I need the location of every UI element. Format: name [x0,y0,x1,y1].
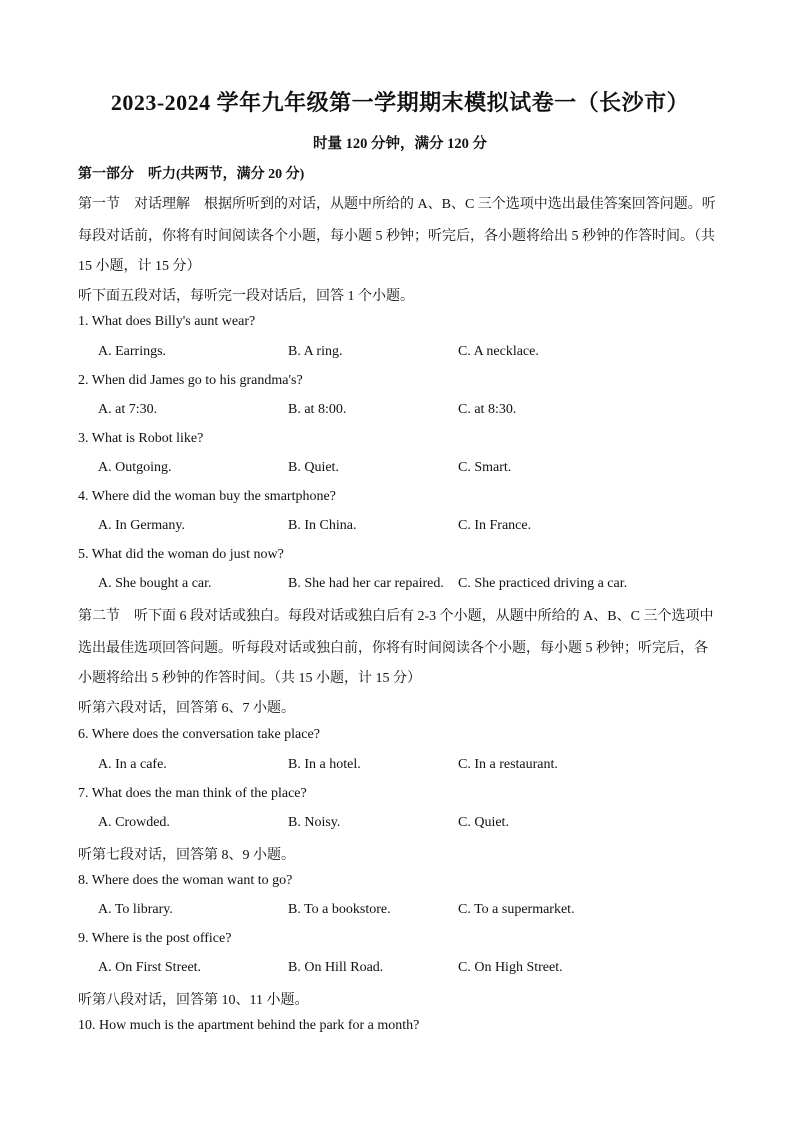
option-a: A. On First Street. [98,960,202,975]
option-c: C. Quiet. [458,815,509,830]
option-c: C. In France. [458,518,532,533]
option-b: B. A ring. [288,344,343,359]
part-heading: 第一部分 听力(共两节，满分 20 分) [78,167,305,182]
option-b: B. In China. [288,518,357,533]
question-text: 5. What did the woman do just now? [78,547,284,562]
section-instruction: 15 小题，计 15 分） [78,259,201,274]
option-b: B. Quiet. [288,460,339,475]
option-c: C. A necklace. [458,344,539,359]
option-a: A. Crowded. [98,815,170,830]
option-c: C. To a supermarket. [458,902,575,917]
question-text: 1. What does Billy's aunt wear? [78,314,256,329]
question-text: 7. What does the man think of the place? [78,786,307,801]
page-subtitle: 时量 120 分钟，满分 120 分 [313,136,487,152]
option-a: A. Earrings. [98,344,167,359]
option-c: C. at 8:30. [458,402,517,417]
listening-instruction: 听第八段对话，回答第 10、11 小题。 [78,993,309,1008]
option-a: A. In Germany. [98,518,185,533]
option-b: B. Noisy. [288,815,341,830]
option-b: B. To a bookstore. [288,902,391,917]
listening-instruction: 听下面五段对话，每听完一段对话后，回答 1 个小题。 [78,289,414,304]
option-a: A. In a cafe. [98,757,167,772]
section-instruction: 第一节 对话理解 根据所听到的对话，从题中所给的 A、B、C 三个选项中选出最佳答案回答问题。听 [78,197,716,212]
option-b: B. On Hill Road. [288,960,384,975]
option-a: A. To library. [98,902,173,917]
option-a: A. She bought a car. [98,576,212,591]
section-instruction: 每段对话前，你将有时间阅读各个小题，每小题 5 秒钟；听完后，各小题将给出 5 秒钟的作答时间。（共 [78,229,715,244]
option-c: C. In a restaurant. [458,757,558,772]
option-b: B. She had her car repaired. [288,576,444,591]
listening-instruction: 听第七段对话，回答第 8、9 小题。 [78,848,295,863]
option-a: A. at 7:30. [98,402,158,417]
section-instruction: 小题将给出 5 秒钟的作答时间。（共 15 小题，计 15 分） [78,671,421,686]
section-instruction: 选出最佳选项回答问题。听每段对话或独白前，你将有时间阅读各个小题，每小题 5 秒钟；听完后，各 [78,641,708,656]
option-b: B. In a hotel. [288,757,361,772]
question-text: 6. Where does the conversation take place? [78,727,320,742]
question-text: 10. How much is the apartment behind the park for a month? [78,1018,420,1033]
page-title: 2023-2024 学年九年级第一学期期末模拟试卷一（长沙市） [110,90,690,115]
question-text: 4. Where did the woman buy the smartphone? [78,489,336,504]
question-text: 2. When did James go to his grandma's? [78,373,303,388]
listening-instruction: 听第六段对话，回答第 6、7 小题。 [78,701,295,716]
question-text: 8. Where does the woman want to go? [78,873,293,888]
option-a: A. Outgoing. [98,460,172,475]
option-b: B. at 8:00. [288,402,347,417]
section-instruction: 第二节 听下面 6 段对话或独白。每段对话或独白后有 2-3 个小题，从题中所给的 A、B、C 三个选项中 [78,609,714,624]
question-text: 3. What is Robot like? [78,431,204,446]
question-text: 9. Where is the post office? [78,931,232,946]
option-c: C. Smart. [458,460,512,475]
option-c: C. She practiced driving a car. [458,576,628,591]
option-c: C. On High Street. [458,960,563,975]
